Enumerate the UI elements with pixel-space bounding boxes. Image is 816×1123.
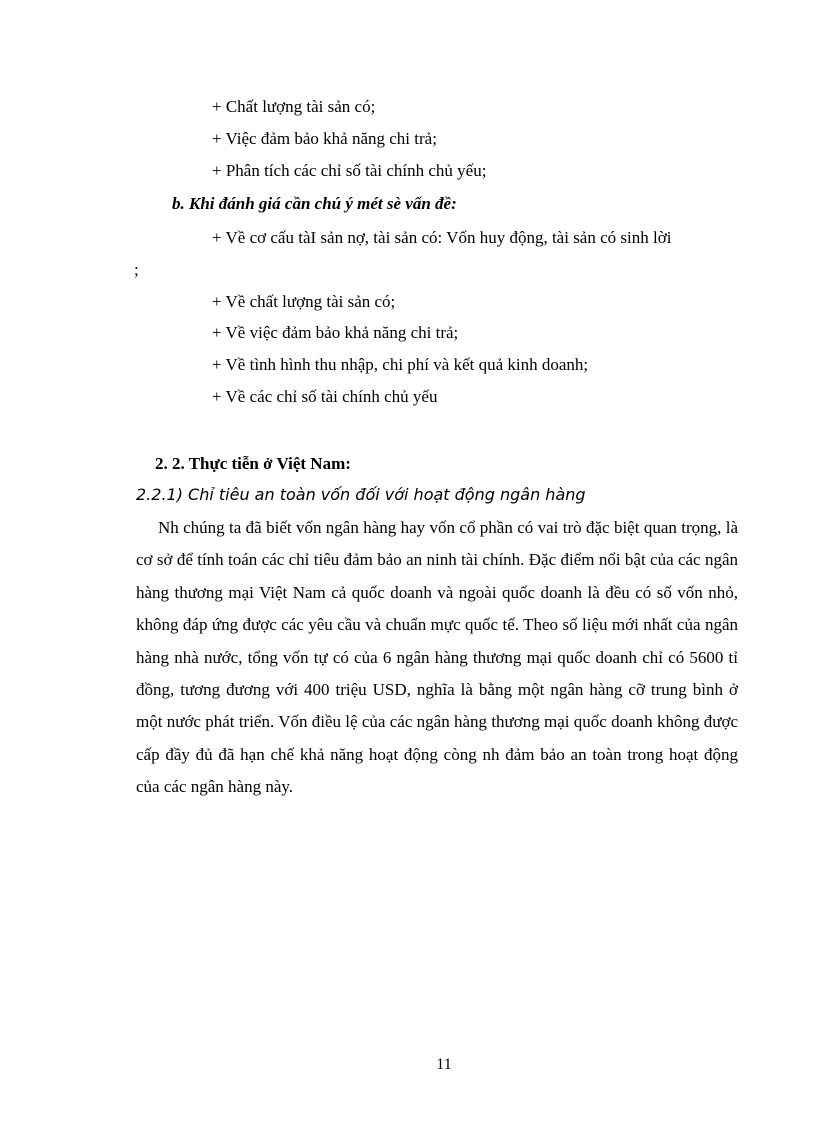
list-item: + Về tình hình thu nhập, chi phí và kết quả kinh doanh;	[212, 355, 589, 374]
list-item: + Về các chỉ số tài chính chủ yếu	[212, 387, 438, 406]
body-paragraph: Nh chúng ta đã biết vốn ngân hàng hay vốn cổ phần có vai trò đặc biệt quan trọng, là cơ sở để tính toán các chỉ tiêu đảm bảo an ninh tài chính. Đặc điểm nổi bật của các ngân hàng thương mại Việt Nam cả quốc doanh và ngoài quốc doanh là đều có số vốn nhỏ, không đáp ứng được các yêu cầu và chuẩn mực quốc tế. Theo số liệu mới nhất của ngân hàng nhà nước, tổng vốn tự có của 6 ngân hàng thương mại quốc doanh chỉ có 5600 tỉ đồng, tương đương với 400 triệu USD, nghĩa là bằng một ngân hàng cỡ trung bình ở một nước phát triển. Vốn điều lệ của các ngân hàng thương mại quốc doanh không được cấp đầy đủ đã hạn chế khả năng hoạt động còng nh đảm bảo an toàn trong hoạt động của các ngân hàng này.	[136, 518, 738, 797]
subsection-title: 2.2.1) Chỉ tiêu an toàn vốn đối với hoạt động ngân hàng	[136, 485, 586, 504]
list-item: + Phân tích các chỉ số tài chính chủ yếu;	[212, 161, 487, 180]
list-item: + Về việc đảm bảo khả năng chi trả;	[212, 323, 459, 342]
list-item-continuation: ;	[134, 260, 139, 279]
list-item: + Về cơ cấu tàI sản nợ, tài sản có: Vốn huy động, tài sản có sinh lời	[212, 228, 672, 247]
list-item: + Về chất lượng tài sản có;	[212, 292, 396, 311]
subheading-b: b. Khi đánh giá cần chú ý mét sè vấn đề:	[172, 194, 457, 213]
section-title: 2. 2. Thực tiễn ở Việt Nam:	[155, 454, 351, 473]
list-item: + Việc đảm bảo khả năng chi trả;	[212, 129, 437, 148]
list-item: + Chất lượng tài sản có;	[212, 97, 376, 116]
page-number: 11	[436, 1056, 452, 1073]
